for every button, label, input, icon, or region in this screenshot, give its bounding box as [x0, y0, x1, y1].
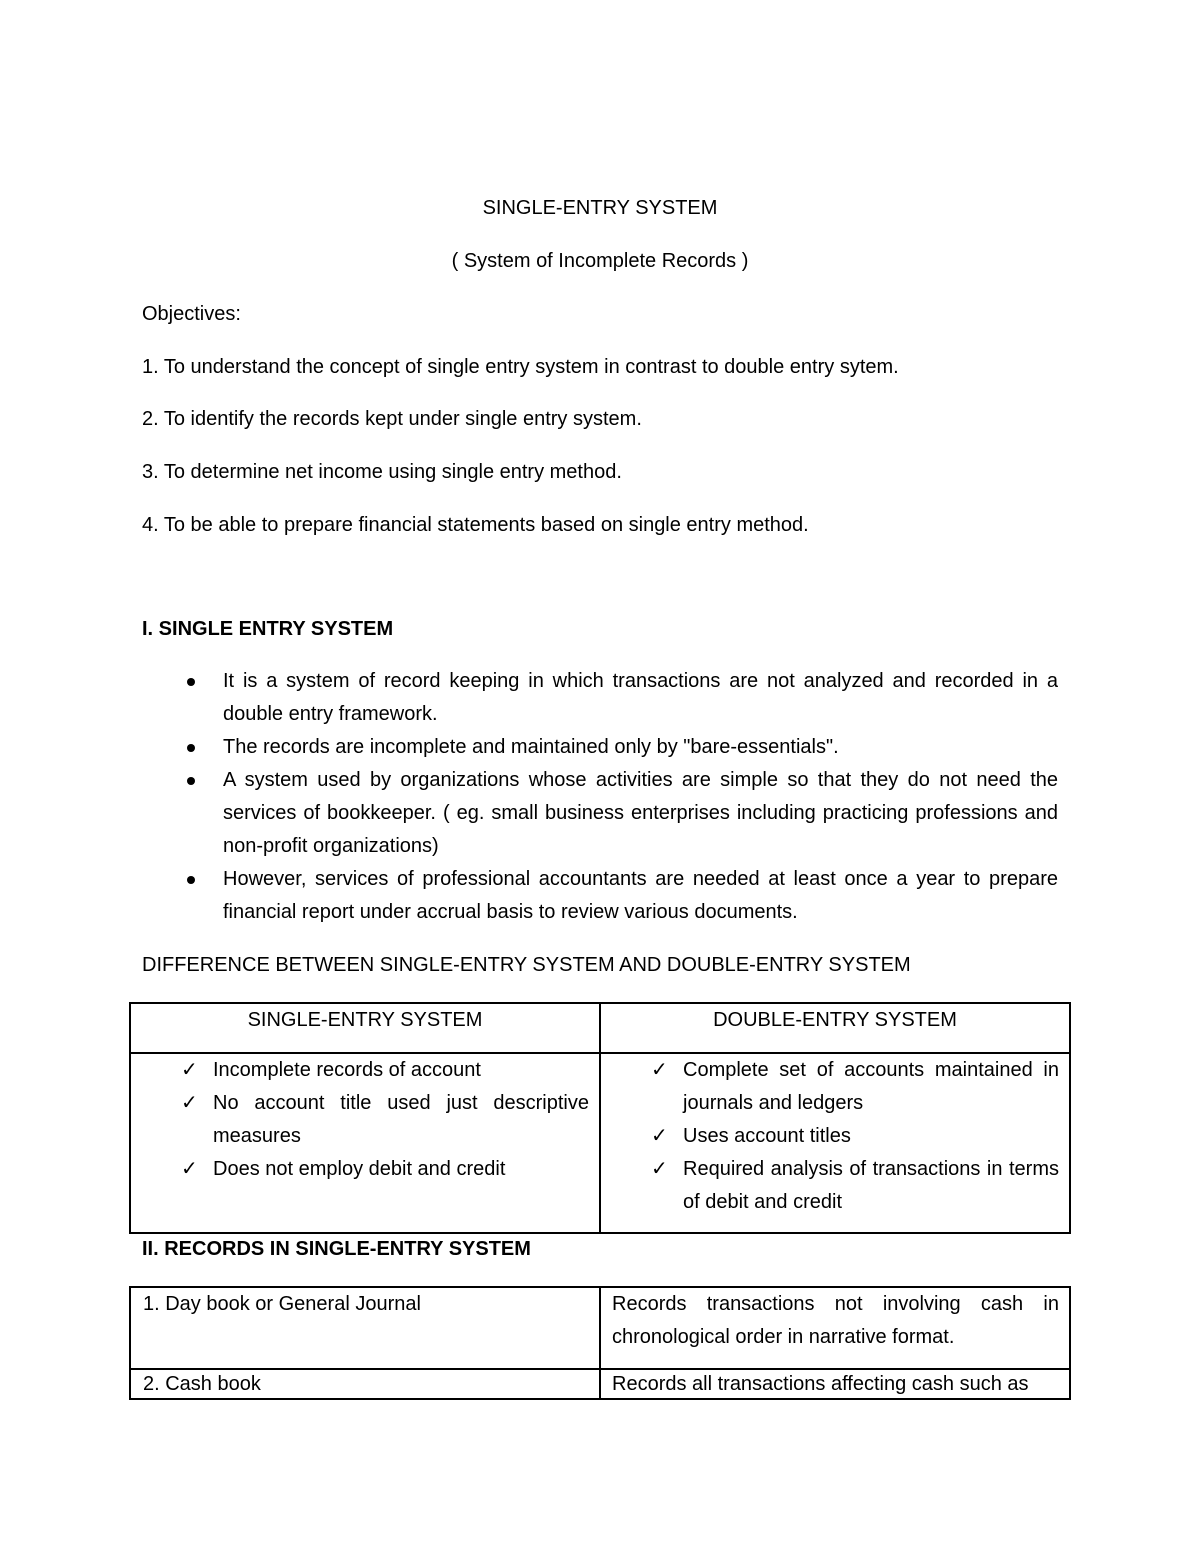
bullet-item [142, 665, 1058, 731]
bullet-icon [187, 678, 195, 686]
single-entry-check-list [131, 1054, 599, 1186]
check-item-text: Uses account titles [683, 1125, 851, 1147]
check-item-text: Does not employ debit and credit [213, 1158, 506, 1180]
check-item [131, 1153, 589, 1186]
checkmark-icon: ✓ [181, 1059, 198, 1081]
record-name-cell: 1. Day book or General Journal [130, 1287, 600, 1369]
section-heading-records: II. RECORDS IN SINGLE-ENTRY SYSTEM [142, 1238, 531, 1260]
checkmark-icon: ✓ [651, 1059, 668, 1081]
check-item [601, 1054, 1059, 1120]
checkmark-icon: ✓ [181, 1092, 198, 1114]
bullet-text: A system used by organizations whose activities are simple so that they do not need the services of bookkeeper. ( eg. small business enterprises including practicing professions and non-profit organizations) [223, 769, 1058, 857]
bullet-item [142, 731, 1058, 764]
record-description-cell: Records all transactions affecting cash such as [600, 1369, 1070, 1399]
bullet-item [142, 863, 1058, 929]
bullet-text: It is a system of record keeping in which transactions are not analyzed and recorded in a double entry framework. [223, 670, 1058, 725]
document-title: SINGLE-ENTRY SYSTEM [482, 197, 718, 219]
single-entry-bullet-list [142, 665, 1058, 929]
bullet-text: The records are incomplete and maintained only by "bare-essentials". [223, 736, 839, 758]
checkmark-icon: ✓ [651, 1158, 668, 1180]
objective-item: 3. To determine net income using single entry method. [142, 461, 622, 483]
bullet-text: However, services of professional accountants are needed at least once a year to prepare financial report under accrual basis to review various documents. [223, 868, 1058, 923]
bullet-icon [187, 777, 195, 785]
double-entry-cell [600, 1053, 1070, 1233]
document-subtitle: ( System of Incomplete Records ) [451, 250, 749, 272]
double-entry-check-list [601, 1054, 1069, 1219]
objective-item: 4. To be able to prepare financial statements based on single entry method. [142, 514, 809, 536]
record-name-cell: 2. Cash book [130, 1369, 600, 1399]
check-item [601, 1153, 1059, 1219]
bullet-icon [187, 876, 195, 884]
check-item-text: Incomplete records of account [213, 1059, 481, 1081]
section-heading-single-entry: I. SINGLE ENTRY SYSTEM [142, 618, 394, 640]
column-header-single-entry: SINGLE-ENTRY SYSTEM [130, 1003, 600, 1053]
column-header-double-entry: DOUBLE-ENTRY SYSTEM [600, 1003, 1070, 1053]
objective-item: 1. To understand the concept of single entry system in contrast to double entry sytem. [142, 356, 899, 378]
check-item-text: Required analysis of transactions in terms of debit and credit [683, 1158, 1059, 1213]
check-item [131, 1054, 589, 1087]
check-item [601, 1120, 1059, 1153]
bullet-item [142, 764, 1058, 863]
checkmark-icon: ✓ [651, 1125, 668, 1147]
difference-table [129, 1002, 1071, 1234]
check-item-text: Complete set of accounts maintained in journals and ledgers [683, 1059, 1059, 1114]
bullet-icon [187, 744, 195, 752]
single-entry-cell [130, 1053, 600, 1233]
objectives-label: Objectives: [142, 303, 241, 325]
objective-item: 2. To identify the records kept under single entry system. [142, 408, 642, 430]
checkmark-icon: ✓ [181, 1158, 198, 1180]
record-description-cell: Records transactions not involving cash in chronological order in narrative format. [600, 1287, 1070, 1369]
check-item-text: No account title used just descriptive measures [213, 1092, 589, 1147]
records-table [129, 1286, 1071, 1400]
check-item [131, 1087, 589, 1153]
difference-heading: DIFFERENCE BETWEEN SINGLE-ENTRY SYSTEM AND DOUBLE-ENTRY SYSTEM [142, 954, 911, 976]
